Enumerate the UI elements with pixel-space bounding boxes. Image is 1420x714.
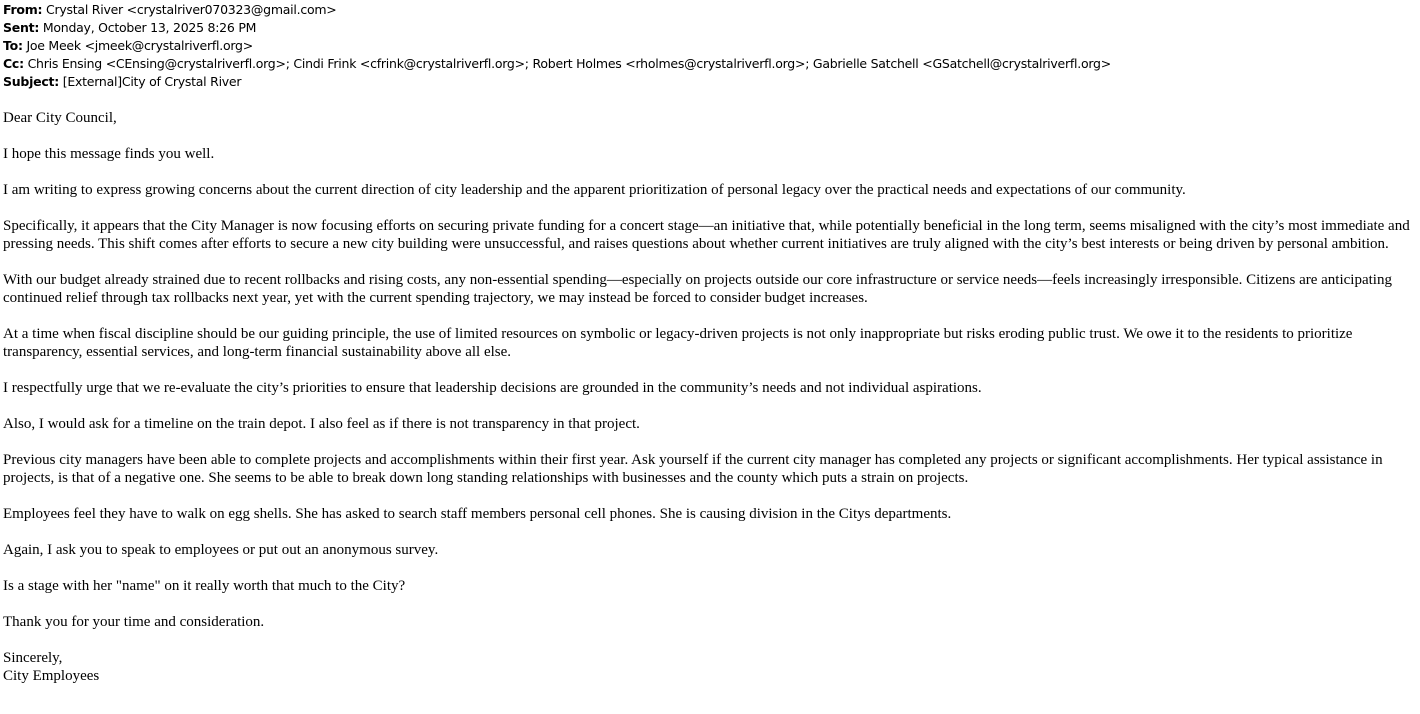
body-paragraph: Also, I would ask for a timeline on the train depot. I also feel as if there is not transparency in that project. [3, 416, 640, 432]
sent-label: Sent: [3, 20, 40, 35]
closing: Sincerely, [3, 650, 63, 666]
body-paragraph: I hope this message finds you well. [3, 146, 215, 162]
body-paragraph: I am writing to express growing concerns about the current direction of city leadership and the apparent prioritization of personal legacy over the practical needs and expectations of our community. [3, 182, 1186, 198]
email-message [3, 1, 1417, 685]
body-paragraph: Employees feel they have to walk on egg shells. She has asked to search staff members personal cell phones. She is causing division in the Citys departments. [3, 506, 952, 522]
cc-row [3, 55, 1417, 73]
body-paragraph: Previous city managers have been able to complete projects and accomplishments within their first year. Ask yourself if the current city manager has completed any projects or significant accomplishments. Her typical assistance in projects, is that of a negative one. She seems to be able to break down long standing relationships with businesses and the county which puts a strain on projects. [3, 452, 1383, 486]
sent-row [3, 19, 1417, 37]
to-row [3, 37, 1417, 55]
body-paragraph: Thank you for your time and consideration. [3, 614, 265, 630]
to-value[interactable]: Joe Meek <jmeek@crystalriverfl.org> [26, 38, 253, 53]
body-paragraph: Again, I ask you to speak to employees or put out an anonymous survey. [3, 542, 439, 558]
subject-value: [External]City of Crystal River [62, 74, 242, 89]
from-value[interactable]: Crystal River <crystalriver070323@gmail.com> [46, 2, 337, 17]
body-paragraph: At a time when fiscal discipline should be our guiding principle, the use of limited resources on symbolic or legacy-driven projects is not only inappropriate but risks eroding public trust. We owe it to the residents to prioritize transparency, essential services, and long-term financial sustainability above all else. [3, 326, 1353, 360]
body-paragraph: With our budget already strained due to recent rollbacks and rising costs, any non-essential spending—especially on projects outside our core infrastructure or service needs—feels increasingly irresponsible. Citizens are anticipating continued relief through tax rollbacks next year, yet with the current spending trajectory, we may instead be forced to consider budget increases. [3, 272, 1392, 306]
subject-label: Subject: [3, 74, 59, 89]
email-body [3, 109, 1417, 685]
sent-value: Monday, October 13, 2025 8:26 PM [42, 20, 257, 35]
signature-block [3, 649, 1417, 685]
signature: City Employees [3, 668, 100, 684]
to-label: To: [3, 38, 23, 53]
body-paragraph: Specifically, it appears that the City Manager is now focusing efforts on securing private funding for a concert stage—an initiative that, while potentially beneficial in the long term, seems misaligned with the city’s most immediate and pressing needs. This shift comes after efforts to secure a new city building were unsuccessful, and raises questions about whether current initiatives are truly aligned with the city’s best interests or being driven by personal ambition. [3, 218, 1410, 252]
email-header [3, 1, 1417, 91]
cc-value[interactable]: Chris Ensing <CEnsing@crystalriverfl.org>; Cindi Frink <cfrink@crystalriverfl.org>; Robert Holmes <rholmes@crystalriverfl.org>; Gabrielle Satchell <GSatchell@crystalriverfl.org> [27, 56, 1111, 71]
subject-row [3, 73, 1417, 91]
greeting: Dear City Council, [3, 110, 117, 126]
cc-label: Cc: [3, 56, 24, 71]
body-paragraph: I respectfully urge that we re-evaluate the city’s priorities to ensure that leadership decisions are grounded in the community’s needs and not individual aspirations. [3, 380, 982, 396]
body-paragraph: Is a stage with her "name" on it really worth that much to the City? [3, 578, 406, 594]
from-label: From: [3, 2, 43, 17]
from-row [3, 1, 1417, 19]
